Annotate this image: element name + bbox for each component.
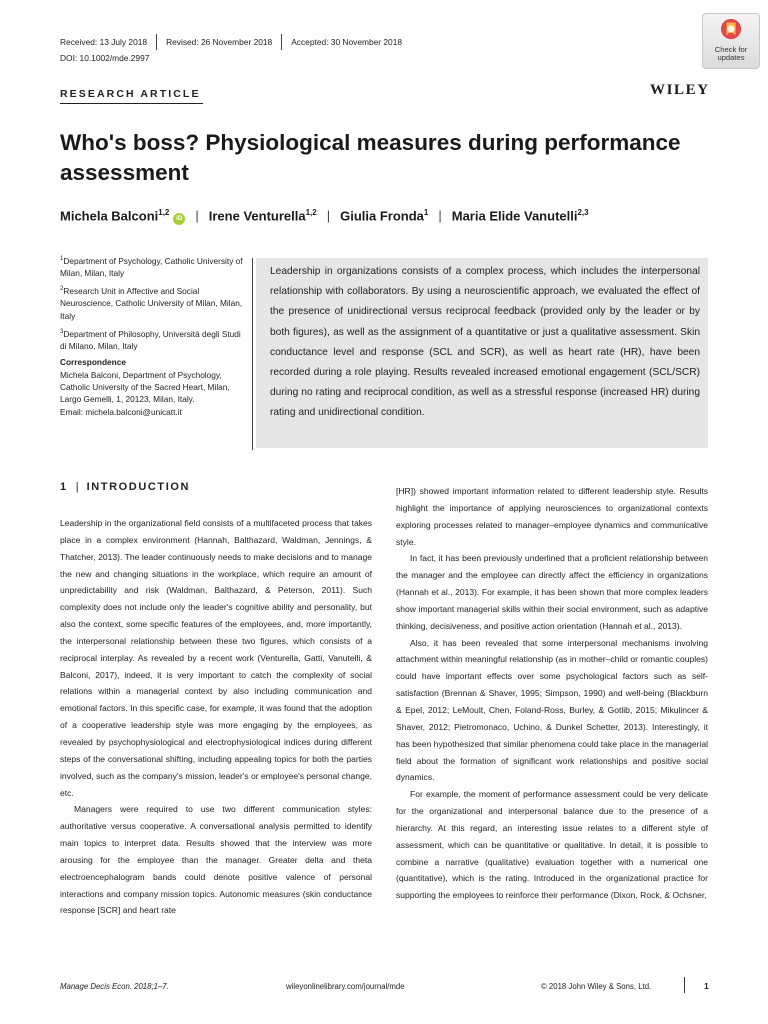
section-heading (60, 481, 190, 493)
body-column-right (396, 483, 708, 904)
author-name[interactable]: Irene Venturella$^{1,2}$ (208, 208, 317, 224)
check-updates-label: Check for updates (714, 45, 748, 62)
doi[interactable]: DOI: 10.1002/mde.2997 (60, 53, 150, 63)
affiliation: $^1$Department of Psychology, Catholic University of Milan, Milan, Italy (60, 255, 243, 279)
date-divider (156, 34, 157, 50)
body-paragraph: For example, the moment of performance assessment could be very delicate for the organizational and interpersonal balance due to the presence of a hierarchy. At this regard, an interesting issue relates to a different style of assessment, which can be quantitative or qualitative. In detail, it is possible to combine a narrative (qualitative) evaluation together with a numerical one (quantitative), which is the rating. Introduced in the organizational practice for supporting the employees to reinforce their performance (Dixon, Rock, & Ochsner, (396, 789, 708, 901)
section-divider: | (75, 481, 79, 493)
abstract-divider (252, 258, 253, 450)
article-title: Who's boss? Physiological measures during performance assessment (60, 130, 681, 185)
correspondence-label: Correspondence (60, 357, 126, 368)
footer-divider (684, 977, 685, 993)
article-type-underline (60, 103, 203, 104)
author-divider: | (438, 208, 442, 224)
date-divider (281, 34, 282, 50)
author-list (60, 208, 589, 225)
article-type-label: RESEARCH ARTICLE (60, 88, 201, 100)
author-divider: | (326, 208, 331, 224)
author-name[interactable]: Maria Elide Vanutelli$^{2,3}$ (451, 208, 589, 224)
article-dates (60, 34, 402, 50)
body-paragraph: [HR]) showed important information related to different leadership style. Results highlight the importance of applying neurosciences to organizational contexts exploring processes related to manager–employee dynamics and communicative style. (396, 486, 708, 547)
check-for-updates-button[interactable] (702, 13, 760, 69)
copyright: © 2018 John Wiley & Sons, Ltd. (541, 982, 652, 991)
body-paragraph: Leadership in the organizational field consists of a multifaceted process that takes place in a complex environment (Hannah, Balthazard, Waldman, Jennings, & Thatcher, 2013). The leader continuously needs to make decisions and to manage the new and changing situations in the workplace, which require an amount of unpredictability and risk (Waldman, Balthazard, & Peterson, 2011). Such complexity does not include only the leader's cognitive ability and personality, but also the context, some specific features of the employees, and, more importantly, the interpersonal relationship between these two figures, which consists of a reciprocal interplay. As revealed by a recent work (Venturella, Gatti, Vanutelli, & Balconi, 2017), indeed, it is very important to catch the complexity of social relations within a managerial context by also including communication and emotional factors. In this specific case, for example, it was found that the adoption of a cooperative leadership style was more engaging by the employees, as revealed by psychophysiological and electrophysiological indices during different steps of the conversational shifting, including appealing topics for both the parties involved, such as the company's mission, leader's or employee's personal change, etc. (60, 518, 372, 798)
section-title: INTRODUCTION (86, 481, 191, 493)
affiliations-panel (60, 253, 248, 422)
received-date: Received: 13 July 2018 (60, 37, 148, 47)
journal-url[interactable]: wileyonlinelibrary.com/journal/mde (286, 982, 405, 991)
section-number: 1 (60, 481, 68, 493)
journal-citation: Manage Decis Econ. 2018;1–7. (60, 982, 169, 991)
check-updates-icon (720, 18, 742, 40)
publisher-logo: WILEY (650, 82, 710, 98)
affiliation: $^3$Department of Philosophy, Università degli Studi di Milano, Milan, Italy (60, 328, 241, 352)
body-column-left (60, 515, 372, 919)
correspondence-text: Michela Balconi, Department of Psychology, Catholic University of the Sacred Heart, Milan, Largo Gemelli, 1, 20123, Milan, Italy. Email: michela.balconi@unicatt.it (60, 369, 230, 417)
body-paragraph: Managers were required to use two different communication styles: authoritative versus cooperative. A conversational analysis permitted to identify main topics to interpret data. Results showed that the interview was more arousing for the employee than the manager. Greater delta and theta electroencephalogram bands could denote positive valence of personal interactions and company mission topics. Autonomic measures (skin conductance response [SCR] and heart rate (60, 804, 372, 916)
page-number: 1 (704, 981, 709, 991)
author-name[interactable]: Giulia Fronda$^1$ (340, 208, 429, 224)
affiliation: $^2$Research Unit in Affective and Social Neuroscience, Catholic University of Milan, Milan, Italy (60, 286, 243, 321)
body-paragraph: Also, it has been revealed that some interpersonal mechanisms involving attachment within meaningful relationship (as in mother–child or romantic couples) could have important effects over some psychological factors such as self-satisfaction (Brennan & Shaver, 1995; Simpson, 1990) and well-being (Blackburn & Epel, 2012; LeMoult, Chen, Foland-Ross, Burley, & Gotlib, 2015; Mikulincer & Shaver, 2012; Pietromonaco, Uchino, & Dunkel Schetter, 2013). Interestingly, it has been hypothesized that similar phenomena could take place in the managerial field about the formation of significant work relationships and positive social dynamics. (396, 637, 708, 783)
accepted-date: Accepted: 30 November 2018 (291, 37, 403, 47)
revised-date: Revised: 26 November 2018 (166, 37, 273, 47)
correspondence-email[interactable]: Email: michela.balconi@unicatt.it (60, 406, 182, 417)
orcid-icon[interactable]: iD (173, 213, 185, 225)
author-divider: | (195, 208, 199, 224)
author-name[interactable]: Michela Balconi$^{1,2}$ (60, 208, 170, 224)
abstract: Leadership in organizations consists of a complex process, which includes the interpersonal relationship with collaborators. By using a neuroscientific approach, we evaluated the effect of the presence of unidirectional versus reciprocal feedback (provided only by the leader or by both figures), as well as the assignment of a quantitative or just a qualitative assessment. Skin conductance level and response (SCL and SCR), as well as heart rate (HR), have been recorded during a role playing. Results revealed increased emotional engagement (SCL/SCR) during no rating and reciprocal condition, as well as a stressful response (increased HR) during rating and unidirectional condition. (256, 258, 708, 448)
body-paragraph: In fact, it has been previously underlined that a proficient relationship between the manager and the employee can directly affect the efficiency in organizations (Hannah et al., 2013). For example, it has been shown that more complex leaders show important managerial skills within their social environment, such as adaptive thinking, decisiveness, and positive action orientation (Hannah et al., 2013). (396, 553, 708, 631)
